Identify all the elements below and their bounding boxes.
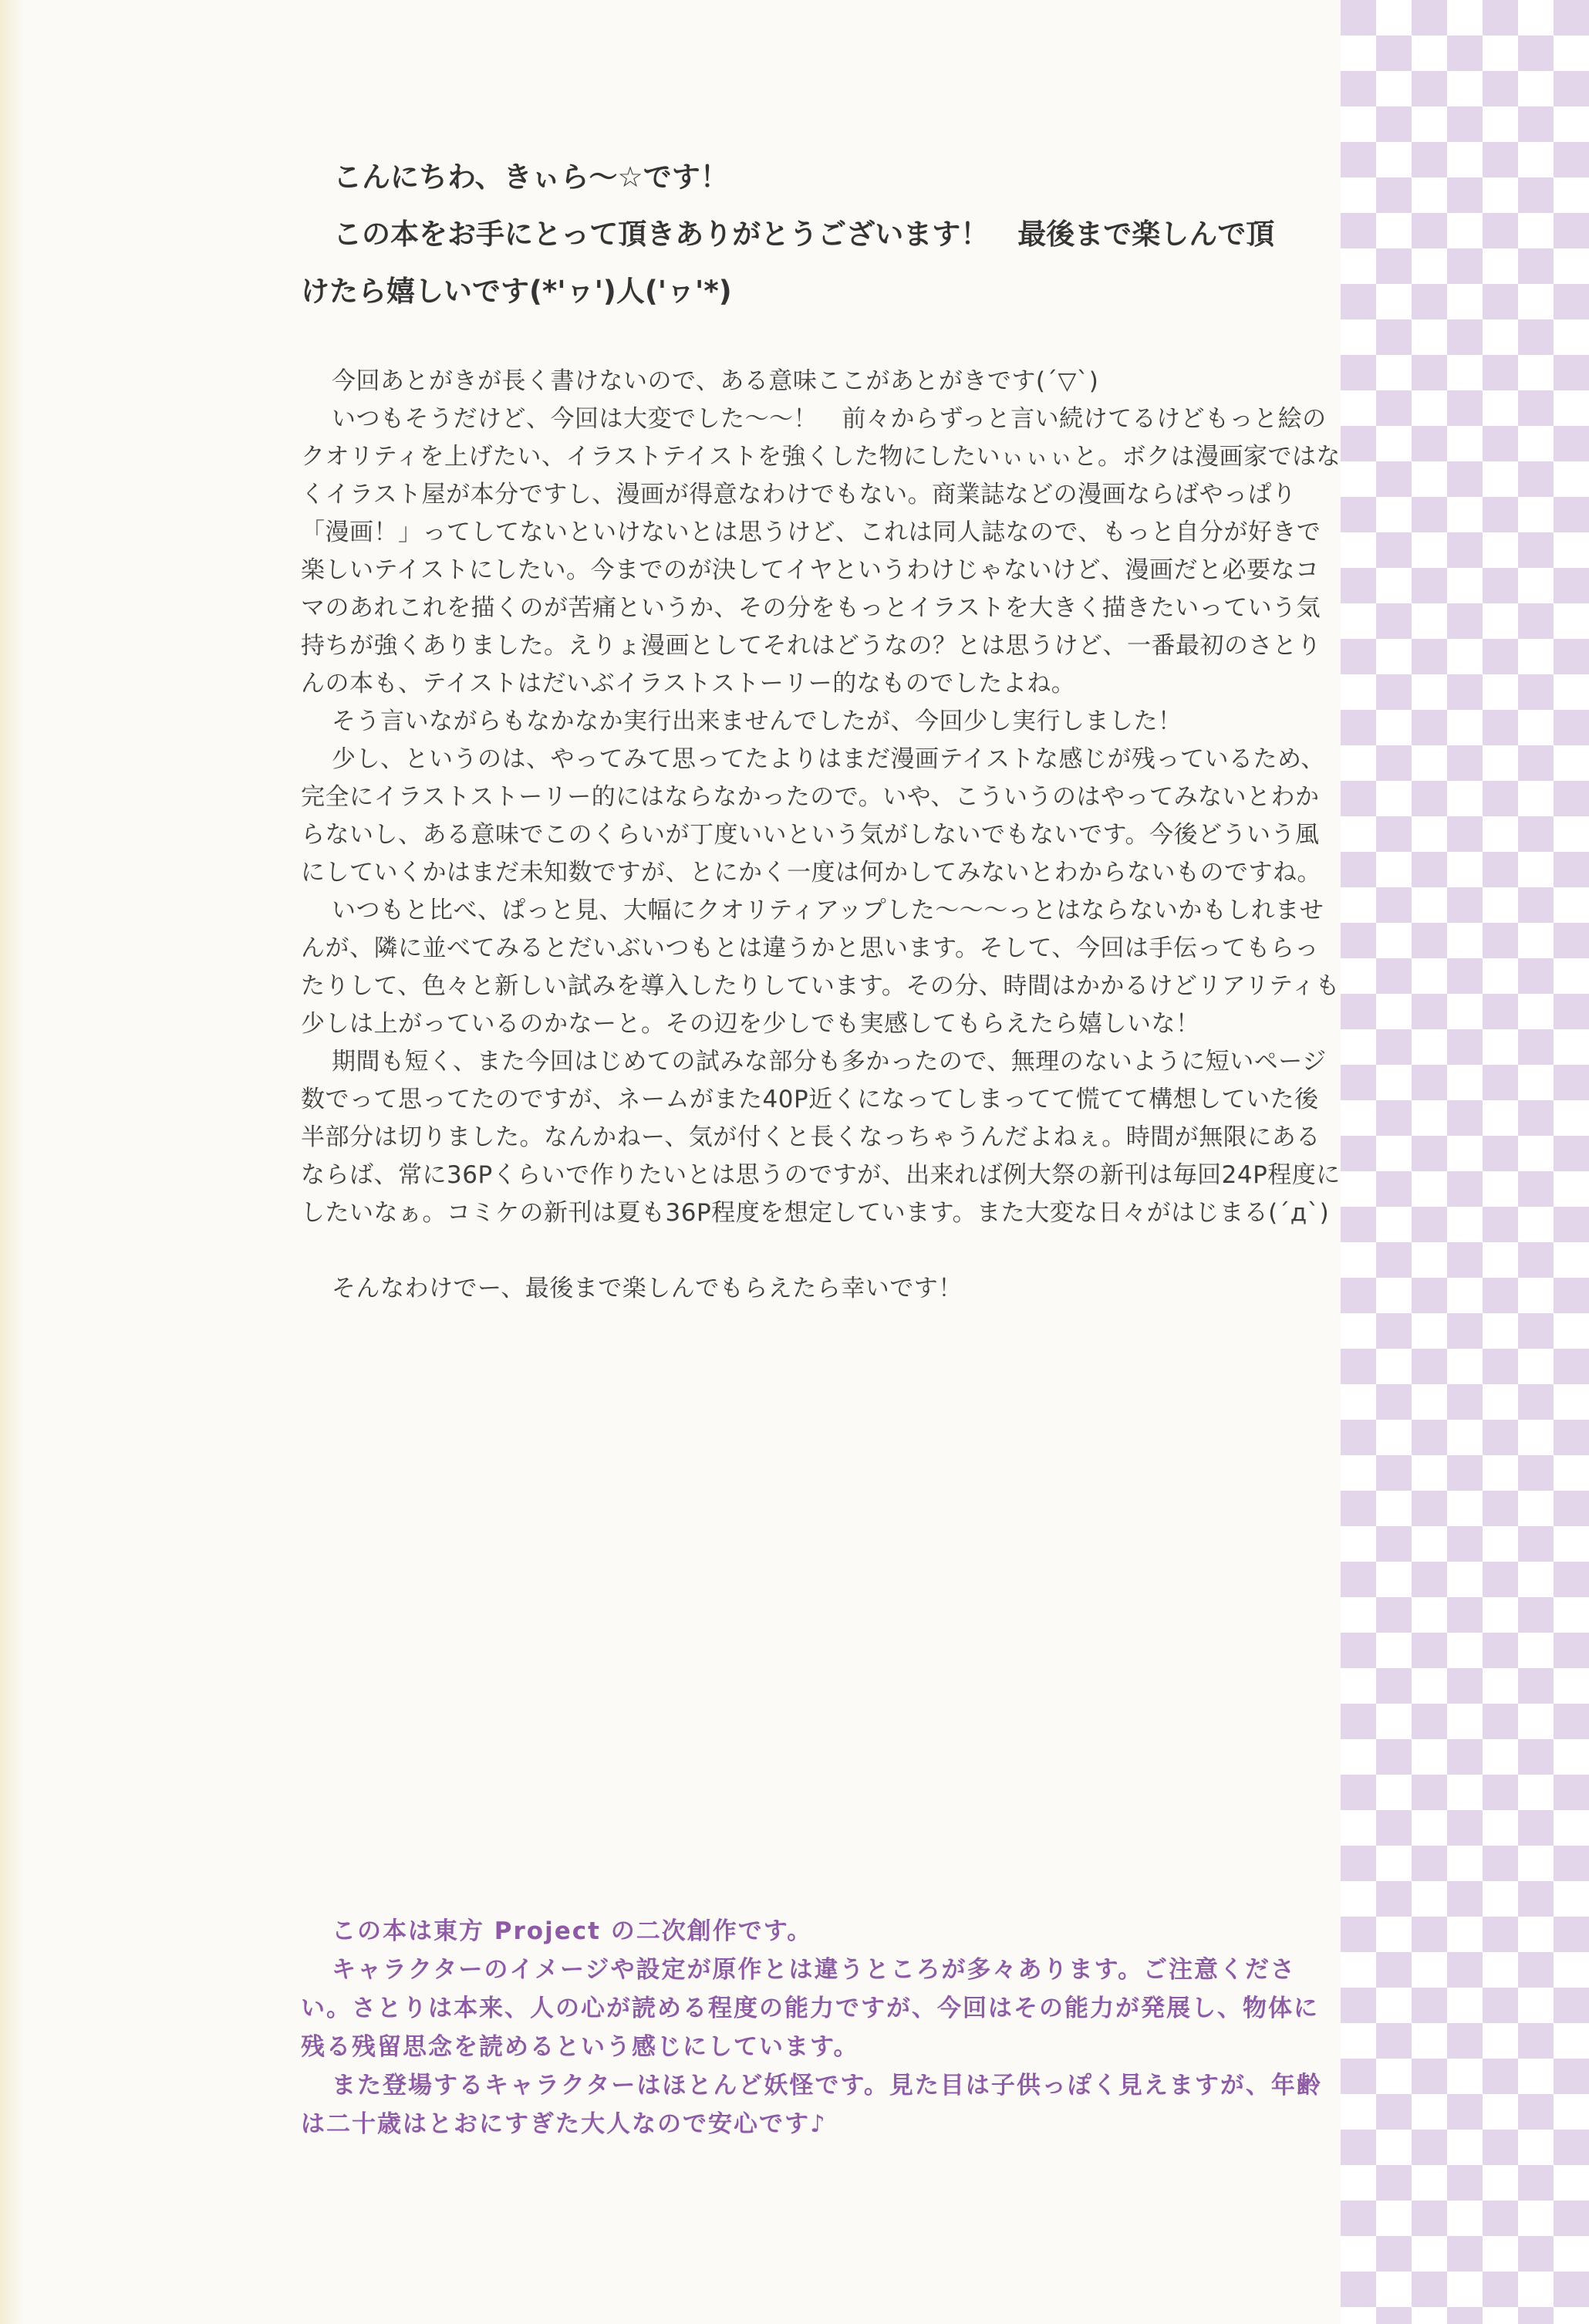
checker-square	[1412, 568, 1447, 603]
checker-square	[1554, 2059, 1589, 2094]
checker-square	[1518, 1739, 1554, 1775]
notice-paragraph-1: この本は東方 Project の二次創作です。	[332, 1917, 813, 1945]
checker-square	[1412, 781, 1447, 816]
checker-square	[1483, 1207, 1518, 1242]
checker-square	[1412, 923, 1447, 958]
checker-square	[1447, 958, 1483, 994]
checker-square	[1518, 1881, 1554, 1917]
checker-square	[1483, 213, 1518, 248]
checker-square	[1483, 2059, 1518, 2094]
checker-square	[1554, 1704, 1589, 1739]
checker-square	[1412, 639, 1447, 674]
checker-square	[1412, 1562, 1447, 1597]
checker-square	[1518, 461, 1554, 497]
checker-square	[1341, 568, 1376, 603]
checker-square	[1412, 1278, 1447, 1313]
checker-square	[1447, 461, 1483, 497]
checker-square	[1483, 1562, 1518, 1597]
checker-square	[1483, 355, 1518, 390]
checker-square	[1483, 710, 1518, 745]
checker-square	[1341, 1633, 1376, 1668]
checker-square	[1554, 0, 1589, 35]
checker-square	[1483, 2272, 1518, 2307]
checker-square	[1554, 142, 1589, 177]
checker-square	[1412, 1491, 1447, 1526]
checker-square	[1376, 1242, 1412, 1278]
checker-square	[1341, 2272, 1376, 2307]
checker-square	[1412, 994, 1447, 1029]
checker-square	[1376, 35, 1412, 71]
checker-square	[1483, 1420, 1518, 1455]
checker-square	[1341, 2059, 1376, 2094]
checker-square	[1412, 1207, 1447, 1242]
checker-square	[1447, 1171, 1483, 1207]
checker-square	[1447, 2165, 1483, 2201]
afterword-body	[301, 363, 1342, 1308]
closing-line: そんなわけでー、最後まで楽しんでもらえたら幸いです！	[332, 1275, 963, 1302]
checker-square	[1518, 248, 1554, 284]
checker-square	[1518, 674, 1554, 710]
checker-square	[1412, 1917, 1447, 1952]
checker-square	[1341, 1491, 1376, 1526]
checker-square	[1447, 1384, 1483, 1420]
checker-square	[1483, 923, 1518, 958]
greeting-line-3: けたら嬉しいです(*'ヮ')人('ヮ'*)	[301, 275, 732, 308]
checker-square	[1483, 1846, 1518, 1881]
checker-square	[1412, 710, 1447, 745]
checker-square	[1412, 2272, 1447, 2307]
checker-square	[1341, 426, 1376, 461]
checker-square	[1341, 781, 1376, 816]
checker-square	[1483, 142, 1518, 177]
checker-square	[1483, 1633, 1518, 1668]
checker-square	[1518, 1526, 1554, 1562]
checker-square	[1483, 1704, 1518, 1739]
checker-square	[1554, 923, 1589, 958]
checker-square	[1483, 1491, 1518, 1526]
checker-square	[1554, 1136, 1589, 1171]
checker-square	[1376, 2094, 1412, 2130]
checker-square	[1554, 710, 1589, 745]
checker-square	[1483, 1349, 1518, 1384]
checker-square	[1447, 319, 1483, 355]
checker-square	[1412, 852, 1447, 887]
checker-square	[1412, 1349, 1447, 1384]
checker-square	[1518, 106, 1554, 142]
checker-square	[1554, 1846, 1589, 1881]
checker-square	[1554, 1420, 1589, 1455]
checker-square	[1412, 426, 1447, 461]
checker-square	[1341, 497, 1376, 532]
checker-square	[1518, 1242, 1554, 1278]
checker-square	[1518, 1100, 1554, 1136]
checker-square	[1376, 2023, 1412, 2059]
checker-square	[1376, 1029, 1412, 1065]
checker-square	[1447, 1242, 1483, 1278]
checker-square	[1412, 1065, 1447, 1100]
derivative-work-notice	[301, 1912, 1327, 2143]
checker-square	[1376, 745, 1412, 781]
checker-square	[1447, 532, 1483, 568]
checker-square	[1447, 1668, 1483, 1704]
checker-square	[1376, 816, 1412, 852]
checker-square	[1376, 887, 1412, 923]
checker-square	[1483, 426, 1518, 461]
checker-square	[1518, 2236, 1554, 2272]
checker-square	[1554, 1349, 1589, 1384]
checker-square	[1412, 2201, 1447, 2236]
checker-square	[1376, 390, 1412, 426]
checker-square	[1483, 284, 1518, 319]
checker-square	[1554, 2201, 1589, 2236]
checker-square	[1483, 1136, 1518, 1171]
checker-square	[1447, 2307, 1483, 2324]
checker-square	[1341, 1562, 1376, 1597]
checker-square	[1376, 958, 1412, 994]
checker-square	[1412, 1846, 1447, 1881]
checker-square	[1554, 1633, 1589, 1668]
checker-square	[1518, 1810, 1554, 1846]
checker-square	[1554, 639, 1589, 674]
checker-square	[1341, 1136, 1376, 1171]
checker-square	[1447, 1029, 1483, 1065]
checker-square	[1447, 1952, 1483, 1988]
checker-square	[1447, 887, 1483, 923]
checker-square	[1341, 639, 1376, 674]
notice-paragraph-2: キャラクターのイメージや設定が原作とは違うところが多々あります。ご注意ください。さとりは本来、人の心が読める程度の能力ですが、今回はその能力が発展し、物体に残る残留思念を読めるという感じにしています。	[301, 1956, 1319, 2061]
checker-square	[1412, 284, 1447, 319]
body-paragraph-2: いつもそうだけど、今回は大変でした～～！ 前々からずっと言い続けてるけどもっと絵のクオリティを上げたい、イラストテイストを強くした物にしたいぃぃぃと。ボクは漫画家ではなくイラスト屋が本分ですし、漫画が得意なわけでもない。商業誌などの漫画ならばやっぱり「漫画！」ってしてないといけないとは思うけど、これは同人誌なので、もっと自分が好きで楽しいテイストにしたい。今までのが決してイヤというわけじゃないけど、漫画だと必要なコマのあれこれを描くのが苦痛というか、その分をもっとイラストを大きく描きたいっていう気持ちが強くありました。えりょ漫画としてそれはどうなの？とは思うけど、一番最初のさとりんの本も、テイストはだいぶイラストストーリー的なものでしたよね。	[301, 405, 1341, 698]
checker-square	[1483, 994, 1518, 1029]
checker-square	[1376, 2236, 1412, 2272]
body-paragraph-5: いつもと比べ、ぱっと見、大幅にクオリティアップした～～～っとはならないかもしれませんが、隣に並べてみるとだいぶいつもとは違うかと思います。そして、今回は手伝ってもらったりして、色々と新しい試みを導入したりしています。その分、時間はかかるけどリアリティも少しは上がっているのかなーと。その辺を少しでも実感してもらえたら嬉しいな！	[301, 897, 1341, 1038]
checker-square	[1447, 1455, 1483, 1491]
checker-square	[1483, 1917, 1518, 1952]
checker-square	[1518, 816, 1554, 852]
checker-square	[1447, 1597, 1483, 1633]
checker-square	[1483, 1988, 1518, 2023]
checker-square	[1341, 0, 1376, 35]
checker-square	[1341, 2201, 1376, 2236]
checker-square	[1412, 2130, 1447, 2165]
checker-square	[1483, 497, 1518, 532]
checker-square	[1518, 603, 1554, 639]
checker-square	[1341, 1775, 1376, 1810]
checker-square	[1447, 816, 1483, 852]
checker-square	[1518, 1384, 1554, 1420]
checker-square	[1341, 71, 1376, 106]
checker-square	[1412, 355, 1447, 390]
checker-square	[1341, 1917, 1376, 1952]
checker-square	[1518, 532, 1554, 568]
checker-square	[1376, 1810, 1412, 1846]
greeting-line-2: この本をお手にとって頂きありがとうございます！ 最後まで楽しんで頂	[333, 218, 1275, 251]
checker-square	[1376, 106, 1412, 142]
checker-square	[1518, 1668, 1554, 1704]
checker-square	[1554, 1207, 1589, 1242]
checker-square	[1554, 213, 1589, 248]
checker-square	[1341, 1704, 1376, 1739]
checker-square	[1483, 71, 1518, 106]
checker-square	[1412, 71, 1447, 106]
checker-square	[1483, 852, 1518, 887]
checker-square	[1483, 568, 1518, 603]
paper-edge-shadow	[0, 0, 23, 2324]
checker-square	[1554, 852, 1589, 887]
checker-square	[1447, 106, 1483, 142]
checker-square	[1412, 2059, 1447, 2094]
body-paragraph-6: 期間も短く、また今回はじめての試みな部分も多かったので、無理のないように短いページ数でって思ってたのですが、ネームがまた40P近くになってしまってて慌てて構想していた後半部分は切りました。なんかねー、気が付くと長くなっちゃうんだよねぇ。時間が無限にあるならば、常に36Pくらいで作りたいとは思うのですが、出来れば例大祭の新刊は毎回24P程度にしたいなぁ。コミケの新刊は夏も36P程度を想定しています。また大変な日々がはじまる(´д`)	[301, 1048, 1341, 1227]
checker-square	[1412, 1775, 1447, 1810]
checker-square	[1412, 1988, 1447, 2023]
checker-square	[1554, 71, 1589, 106]
notice-paragraph-3: また登場するキャラクターはほとんど妖怪です。見た目は子供っぽく見えますが、年齢は二十歳はとおにすぎた大人なので安心です♪	[301, 2072, 1322, 2138]
greeting-line-1: こんにちわ、きぃら～☆です！	[333, 160, 729, 194]
checker-square	[1341, 710, 1376, 745]
checker-square	[1518, 2094, 1554, 2130]
checker-square	[1412, 1704, 1447, 1739]
checker-square	[1554, 1917, 1589, 1952]
checker-square	[1376, 1171, 1412, 1207]
checker-square	[1341, 1207, 1376, 1242]
checker-square	[1483, 1278, 1518, 1313]
checker-square	[1518, 1171, 1554, 1207]
checker-square	[1554, 2272, 1589, 2307]
checker-square	[1483, 1065, 1518, 1100]
checker-square	[1447, 2236, 1483, 2272]
checker-square	[1554, 1491, 1589, 1526]
checker-square	[1518, 35, 1554, 71]
checker-square	[1518, 745, 1554, 781]
checker-square	[1518, 1597, 1554, 1633]
paragraph-spacer	[301, 1232, 1342, 1270]
checker-square	[1554, 284, 1589, 319]
checker-square	[1447, 1313, 1483, 1349]
checker-square	[1518, 1313, 1554, 1349]
checker-square	[1554, 355, 1589, 390]
body-paragraph-1: 今回あとがきが長く書けないので、ある意味ここがあとがきです(´▽`)	[332, 367, 1099, 395]
checker-square	[1341, 1278, 1376, 1313]
checker-square	[1376, 1739, 1412, 1775]
checker-square	[1518, 1952, 1554, 1988]
checker-square	[1376, 319, 1412, 355]
checker-square	[1376, 1881, 1412, 1917]
checker-square	[1376, 2165, 1412, 2201]
checker-square	[1447, 1739, 1483, 1775]
checker-square	[1518, 2165, 1554, 2201]
body-paragraph-3: そう言いながらもなかなか実行出来ませんでしたが、今回少し実行しました！	[332, 708, 1182, 735]
checker-square	[1341, 355, 1376, 390]
checker-square	[1412, 1136, 1447, 1171]
checker-square	[1341, 2130, 1376, 2165]
checker-square	[1518, 958, 1554, 994]
checker-square	[1518, 887, 1554, 923]
checker-square	[1554, 1988, 1589, 2023]
checker-square	[1447, 35, 1483, 71]
checker-square	[1341, 1065, 1376, 1100]
checker-square	[1376, 2307, 1412, 2324]
checker-square	[1376, 1313, 1412, 1349]
checker-square	[1376, 1455, 1412, 1491]
body-paragraph-4: 少し、というのは、やってみて思ってたよりはまだ漫画テイストな感じが残っているため、完全にイラストストーリー的にはならなかったので。いや、こういうのはやってみないとわからないし、ある意味でこのくらいが丁度いいという気がしないでもないです。今後どういう風にしていくかはまだ未知数ですが、とにかく一度は何かしてみないとわからないものですね。	[301, 745, 1325, 887]
checker-square	[1554, 994, 1589, 1029]
checker-square	[1447, 603, 1483, 639]
checker-square	[1518, 1455, 1554, 1491]
checker-square	[1447, 2094, 1483, 2130]
checker-square	[1376, 674, 1412, 710]
checker-square	[1483, 781, 1518, 816]
checker-square	[1447, 1100, 1483, 1136]
checker-square	[1518, 2307, 1554, 2324]
checker-square	[1554, 1775, 1589, 1810]
checker-square	[1341, 1420, 1376, 1455]
checker-square	[1554, 568, 1589, 603]
checker-square	[1447, 1810, 1483, 1846]
checker-square	[1447, 1881, 1483, 1917]
checker-square	[1483, 1775, 1518, 1810]
checker-square	[1412, 0, 1447, 35]
checker-square	[1376, 1952, 1412, 1988]
checkered-border-decoration	[1341, 0, 1589, 2324]
checker-square	[1447, 674, 1483, 710]
checker-square	[1554, 2130, 1589, 2165]
checker-square	[1518, 390, 1554, 426]
checker-square	[1518, 319, 1554, 355]
checker-square	[1447, 248, 1483, 284]
checker-square	[1554, 426, 1589, 461]
checker-square	[1483, 639, 1518, 674]
checker-square	[1376, 461, 1412, 497]
checker-square	[1412, 497, 1447, 532]
checker-square	[1554, 781, 1589, 816]
checker-square	[1554, 497, 1589, 532]
checker-square	[1483, 2201, 1518, 2236]
checker-square	[1447, 177, 1483, 213]
checker-square	[1554, 1278, 1589, 1313]
checker-square	[1412, 1420, 1447, 1455]
checker-square	[1447, 745, 1483, 781]
checker-square	[1376, 1597, 1412, 1633]
checker-square	[1447, 390, 1483, 426]
checker-square	[1376, 1100, 1412, 1136]
checker-square	[1554, 1562, 1589, 1597]
checker-square	[1341, 923, 1376, 958]
checker-square	[1483, 0, 1518, 35]
checker-square	[1341, 852, 1376, 887]
checker-square	[1376, 603, 1412, 639]
checker-square	[1341, 1846, 1376, 1881]
checker-square	[1376, 532, 1412, 568]
checker-square	[1376, 1668, 1412, 1704]
checker-square	[1483, 2130, 1518, 2165]
checker-square	[1341, 1349, 1376, 1384]
checker-square	[1518, 1029, 1554, 1065]
checker-square	[1518, 177, 1554, 213]
checker-square	[1412, 1633, 1447, 1668]
checker-square	[1447, 2023, 1483, 2059]
checker-square	[1376, 1384, 1412, 1420]
checker-square	[1518, 2023, 1554, 2059]
checker-square	[1376, 1526, 1412, 1562]
checker-square	[1447, 1526, 1483, 1562]
checker-square	[1341, 1988, 1376, 2023]
checker-square	[1341, 994, 1376, 1029]
checker-square	[1554, 1065, 1589, 1100]
